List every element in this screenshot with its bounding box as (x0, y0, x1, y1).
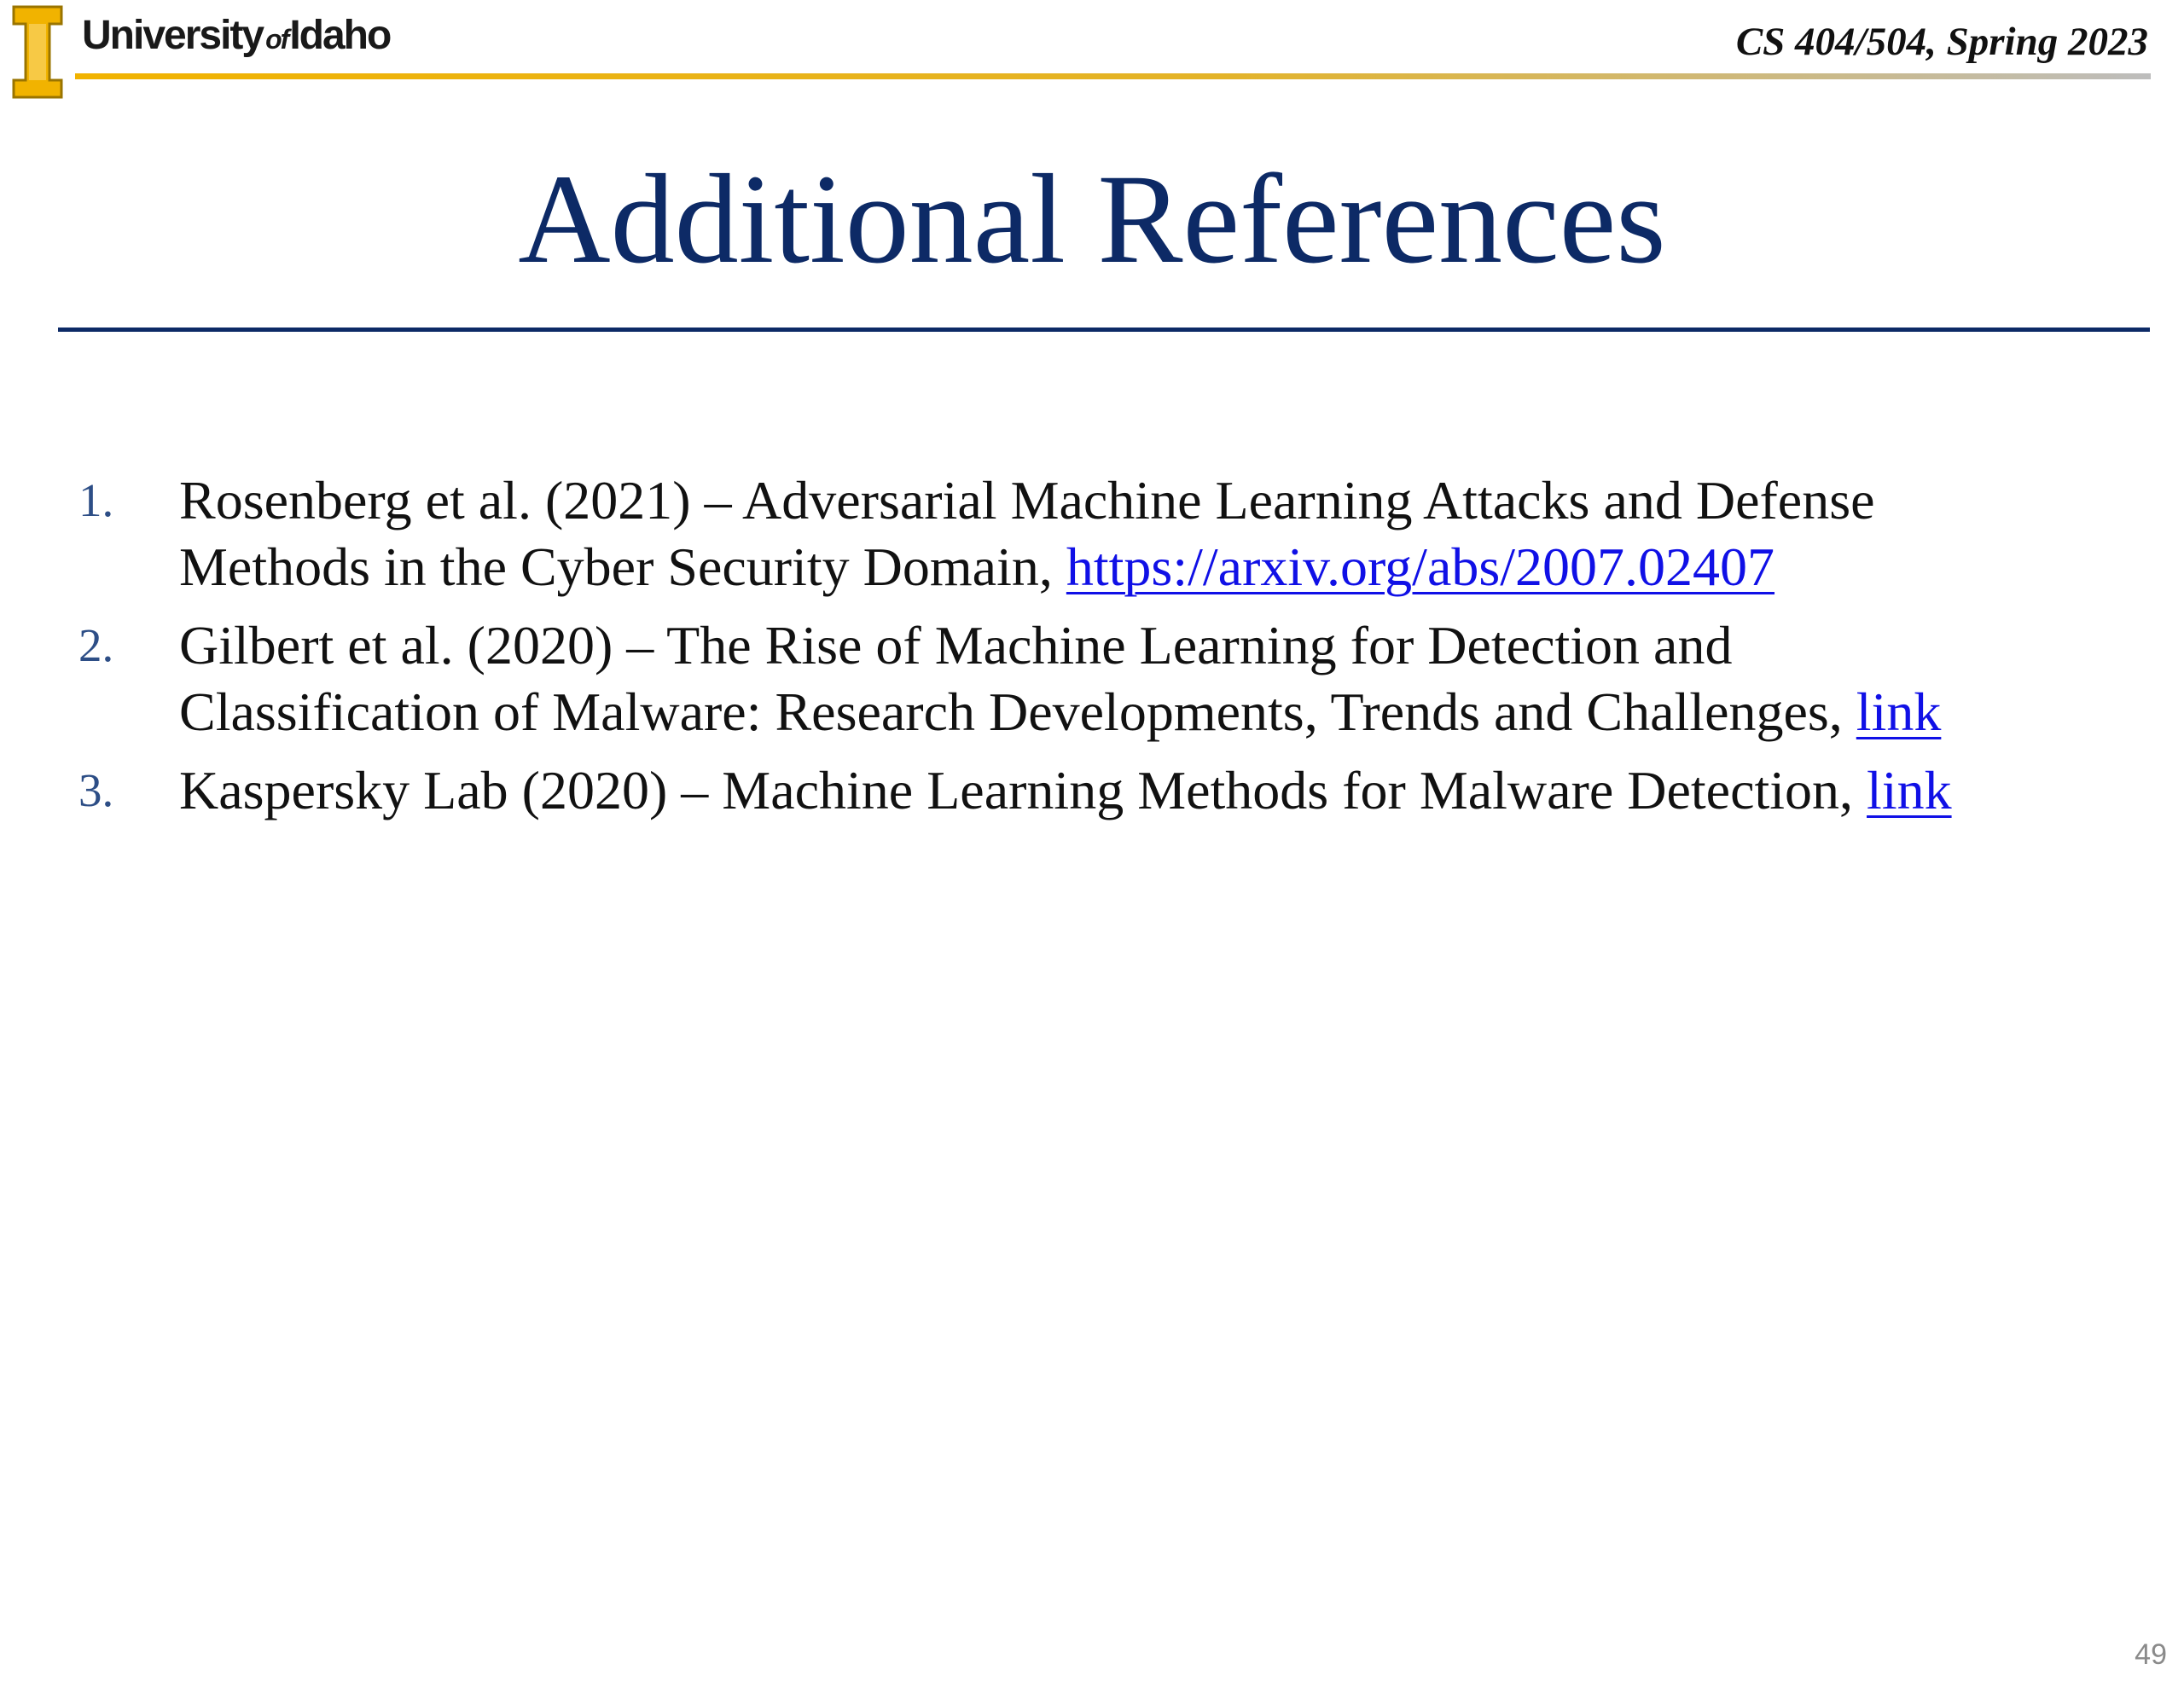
course-label: CS 404/504, Spring 2023 (1735, 20, 2148, 64)
page-number: 49 (2135, 1638, 2167, 1671)
wordmark-university: University (82, 13, 264, 58)
reference-link[interactable]: link (1867, 760, 1952, 820)
reference-number: 1. (78, 474, 114, 526)
reference-line (179, 534, 2158, 600)
reference-text (179, 757, 2158, 824)
reference-text (179, 467, 2158, 600)
reference-link[interactable]: https://arxiv.org/abs/2007.02407 (1066, 536, 1775, 597)
reference-line: Gilbert et al. (2020) – The Rise of Machine Learning for Detection and (179, 615, 1733, 675)
reference-text (179, 612, 2158, 745)
reference-line (179, 757, 2158, 824)
reference-line (179, 679, 2158, 745)
reference-line-text: Kaspersky Lab (2020) – Machine Learning Methods for Malware Detection, (179, 760, 1867, 820)
reference-line: Rosenberg et al. (2021) – Adversarial Machine Learning Attacks and Defense (179, 470, 1875, 530)
wordmark-idaho: Idaho (289, 13, 391, 58)
reference-number: 3. (78, 764, 114, 816)
reference-line-text: Classification of Malware: Research Developments, Trends and Challenges, (179, 681, 1856, 742)
slide-title: Additional References (518, 148, 1666, 290)
wordmark-of: of (265, 24, 288, 55)
reference-number: 2. (78, 619, 114, 671)
reference-link[interactable]: link (1856, 681, 1942, 742)
reference-line-text: Methods in the Cyber Security Domain, (179, 536, 1066, 597)
